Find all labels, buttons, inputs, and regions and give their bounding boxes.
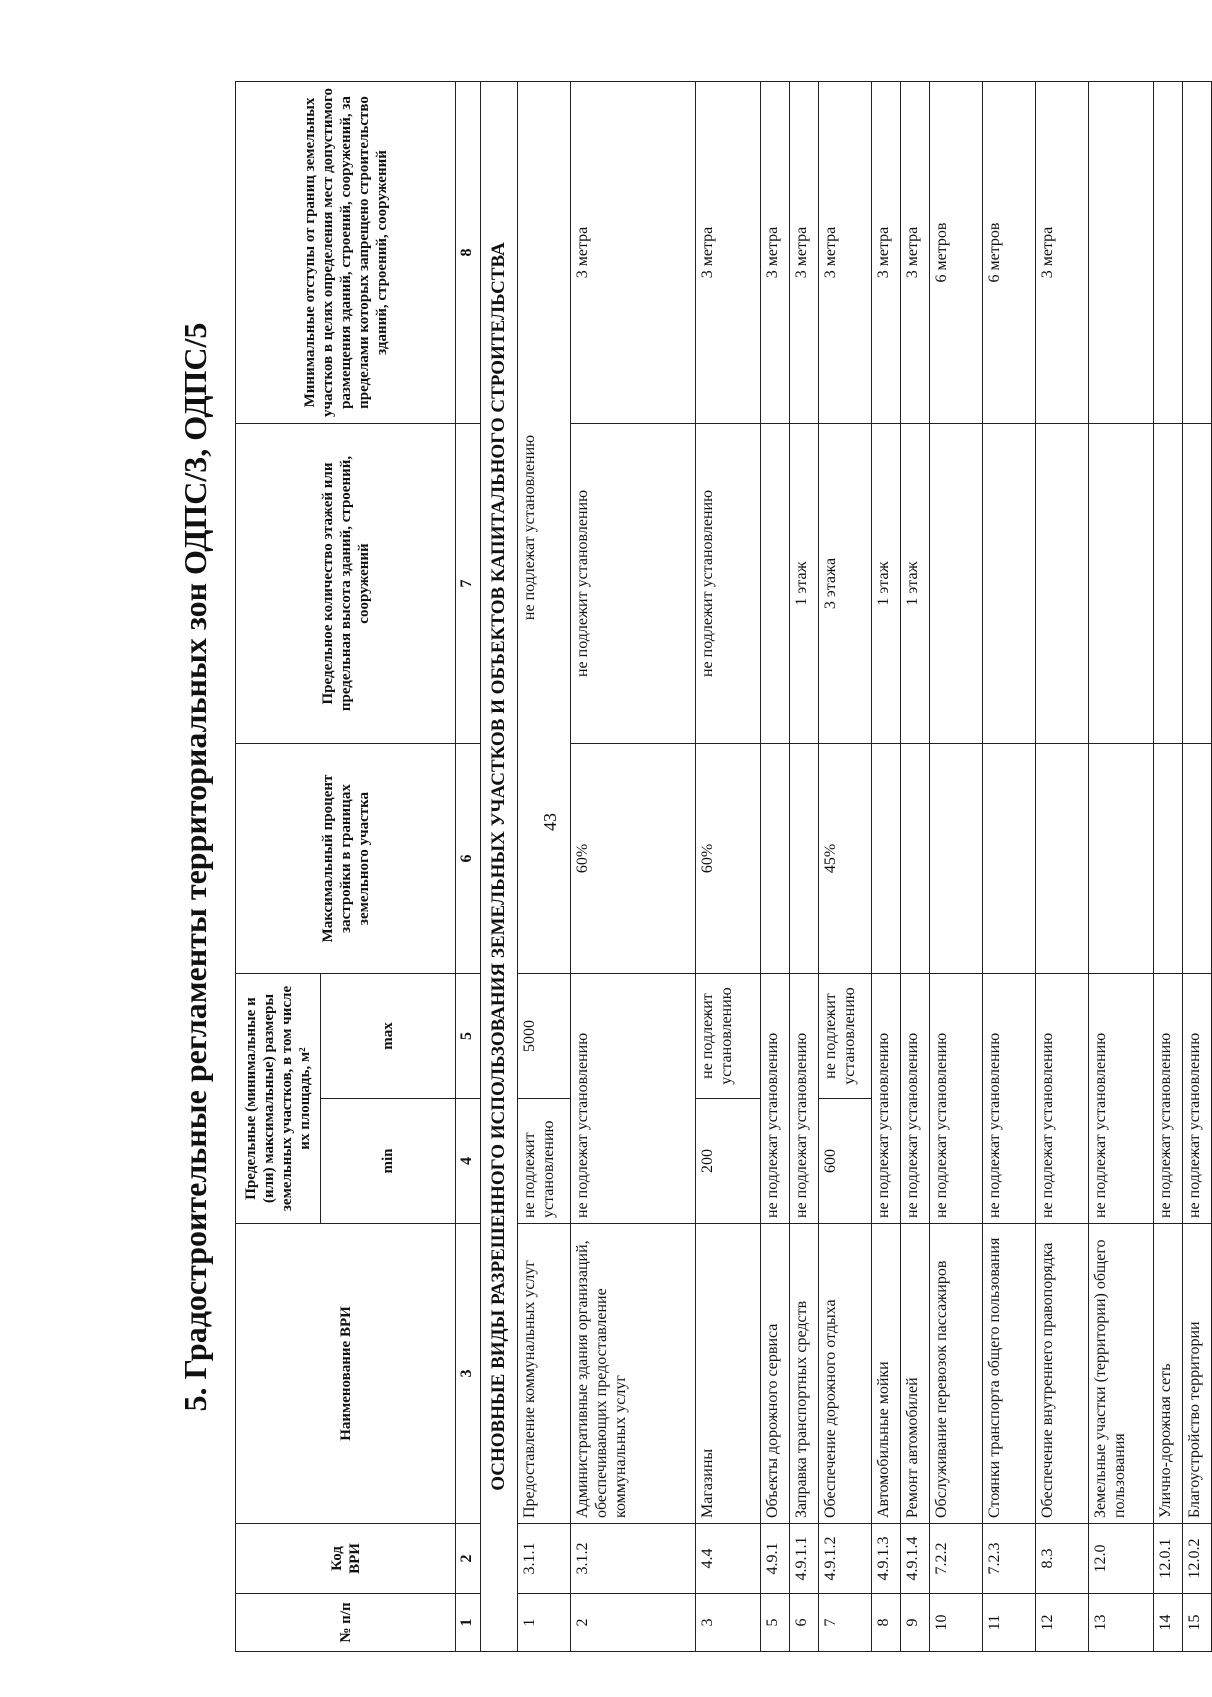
row-percent: [1089, 744, 1154, 974]
row-num: 6: [790, 1594, 819, 1652]
row-floors: 3 этажа: [819, 424, 872, 744]
row-num: 10: [930, 1594, 983, 1652]
row-setback: 3 метра: [790, 82, 819, 424]
row-code: 3.1.1: [518, 1524, 571, 1594]
row-floors: [930, 424, 983, 744]
table-row: [518, 82, 571, 1652]
table-row: [930, 82, 983, 1652]
table-row: [790, 82, 819, 1652]
row-setback: 3 метра: [571, 82, 696, 424]
table-row: [872, 82, 901, 1652]
row-code: 3.1.2: [571, 1524, 696, 1594]
col-number: 7: [456, 424, 481, 744]
table-row: [1183, 82, 1212, 1652]
row-max: 5000: [518, 974, 571, 1099]
row-num: 7: [819, 1594, 872, 1652]
regulations-table-wrapper: [235, 82, 1212, 1652]
header-name: Наименование ВРИ: [236, 1224, 456, 1524]
table-row: [1089, 82, 1154, 1652]
row-name: Предоставление коммунальных услуг: [518, 1224, 571, 1524]
header-percent: Максимальный процент застройки в границах земельного участка: [236, 744, 456, 974]
row-code: 4.9.1.2: [819, 1524, 872, 1594]
row-code: 4.9.1.4: [901, 1524, 930, 1594]
section-row: [481, 82, 518, 1652]
section-title: ОСНОВНЫЕ ВИДЫ РАЗРЕШЕННОГО ИСПОЛЬЗОВАНИЯ ЗЕМЕЛЬНЫХ УЧАСТКОВ И ОБЪЕКТОВ КАПИТАЛЬНОГО СТРОИТЕЛЬСТВА: [481, 82, 518, 1652]
row-min: 200: [696, 1099, 761, 1224]
row-setback: 3 метра: [901, 82, 930, 424]
row-code: 7.2.2: [930, 1524, 983, 1594]
row-num: 5: [761, 1594, 790, 1652]
row-code: 4.9.1: [761, 1524, 790, 1594]
row-code: 12.0.2: [1183, 1524, 1212, 1594]
row-num: 8: [872, 1594, 901, 1652]
col-number: 5: [456, 974, 481, 1099]
document-title: 5. Градостроительные регламенты территориальных зон ОДПС/3, ОДПС/5: [177, 322, 213, 1412]
row-name: Объекты дорожного сервиса: [761, 1224, 790, 1524]
row-min: не подлежит установлению: [518, 1099, 571, 1224]
table-row: [983, 82, 1036, 1652]
row-floors: не подлежит установлению: [696, 424, 761, 744]
row-minmax: не подлежат установлению: [1036, 974, 1089, 1224]
col-number: 1: [456, 1594, 481, 1652]
row-max: не подлежит установлению: [696, 974, 761, 1099]
header-max: max: [321, 974, 456, 1099]
header-floors: Предельное количество этажей или предельная высота зданий, строений, сооружений: [236, 424, 456, 744]
row-floors: 1 этаж: [901, 424, 930, 744]
row-floors: не подлежит установлению: [571, 424, 696, 744]
row-code: 12.0: [1089, 1524, 1154, 1594]
row-percent: 60%: [571, 744, 696, 974]
row-num: 9: [901, 1594, 930, 1652]
row-num: 3: [696, 1594, 761, 1652]
row-percent: [1036, 744, 1089, 974]
row-minmax: не подлежат установлению: [901, 974, 930, 1224]
row-num: 15: [1183, 1594, 1212, 1652]
row-name: Обеспечение дорожного отдыха: [819, 1224, 872, 1524]
table-row: [696, 82, 761, 1652]
row-setback: [1183, 82, 1212, 424]
row-floors: [1183, 424, 1212, 744]
row-minmax: не подлежат установлению: [1154, 974, 1183, 1224]
row-minmax: не подлежат установлению: [571, 974, 696, 1224]
row-name: Стоянки транспорта общего пользования: [983, 1224, 1036, 1524]
row-num: 12: [1036, 1594, 1089, 1652]
row-name: Административные здания организаций, обеспечивающих предоставление коммунальных услуг: [571, 1224, 696, 1524]
row-percent: [901, 744, 930, 974]
row-setback: 3 метра: [819, 82, 872, 424]
row-max: не подлежит установлению: [819, 974, 872, 1099]
row-floors: [1036, 424, 1089, 744]
row-code: 12.0.1: [1154, 1524, 1183, 1594]
row-num: 14: [1154, 1594, 1183, 1652]
row-minmax: не подлежат установлению: [761, 974, 790, 1224]
row-name: Заправка транспортных средств: [790, 1224, 819, 1524]
table-row: [1154, 82, 1183, 1652]
row-name: Автомобильные мойки: [872, 1224, 901, 1524]
header-row: [236, 82, 321, 1652]
row-num: 2: [571, 1594, 696, 1652]
rotated-page-content: [165, 82, 1203, 1652]
col-number: 8: [456, 82, 481, 424]
header-code: Код ВРИ: [236, 1524, 456, 1594]
row-floors: [761, 424, 790, 744]
row-minmax: не подлежат установлению: [790, 974, 819, 1224]
row-percent: [872, 744, 901, 974]
row-floors: [983, 424, 1036, 744]
row-floors: [1089, 424, 1154, 744]
row-minmax: не подлежат установлению: [1089, 974, 1154, 1224]
row-code: 4.9.1.3: [872, 1524, 901, 1594]
row-num: 1: [518, 1594, 571, 1652]
row-min: 600: [819, 1099, 872, 1224]
page-number: 43: [540, 813, 560, 831]
header-size-group: Предельные (минимальные и (или) максимальные) размеры земельных участков, в том числе их площадь, м²: [236, 974, 321, 1224]
table-row: [1036, 82, 1089, 1652]
row-name: Благоустройство территории: [1183, 1224, 1212, 1524]
row-setback: 3 метра: [696, 82, 761, 424]
row-percent: [761, 744, 790, 974]
row-setback: 6 метров: [930, 82, 983, 424]
row-percent: [1154, 744, 1183, 974]
table-row: [761, 82, 790, 1652]
row-minmax: не подлежат установлению: [930, 974, 983, 1224]
col-number: 2: [456, 1524, 481, 1594]
row-name: Ремонт автомобилей: [901, 1224, 930, 1524]
row-setback: 6 метров: [983, 82, 1036, 424]
row-code: 7.2.3: [983, 1524, 1036, 1594]
row-percent: [983, 744, 1036, 974]
row-name: Земельные участки (территории) общего пользования: [1089, 1224, 1154, 1524]
col-number: 6: [456, 744, 481, 974]
row-percent: 45%: [819, 744, 872, 974]
row-minmax: не подлежат установлению: [1183, 974, 1212, 1224]
row-percent: [790, 744, 819, 974]
row-percent: 60%: [696, 744, 761, 974]
row-num: 11: [983, 1594, 1036, 1652]
row-name: Обеспечение внутреннего правопорядка: [1036, 1224, 1089, 1524]
row-minmax: не подлежат установлению: [872, 974, 901, 1224]
row-setback: [1154, 82, 1183, 424]
row-name: Улично-дорожная сеть: [1154, 1224, 1183, 1524]
table-row: [819, 82, 872, 1652]
table-row: [901, 82, 930, 1652]
header-num: № п/п: [236, 1594, 456, 1652]
column-numbers-row: [456, 82, 481, 1652]
row-percent: [930, 744, 983, 974]
table-row: [571, 82, 696, 1652]
col-number: 3: [456, 1224, 481, 1524]
header-setback: Минимальные отступы от границ земельных участков в целях определения мест допустимого размещения зданий, строений, сооружений, за пределами которых запрещено строительство зданий, строений, сооружений: [236, 82, 456, 424]
row-floors: [1154, 424, 1183, 744]
row-percent: [1183, 744, 1212, 974]
row-code: 8.3: [1036, 1524, 1089, 1594]
row-setback: [1089, 82, 1154, 424]
row-setback: 3 метра: [761, 82, 790, 424]
row-floors: 1 этаж: [790, 424, 819, 744]
row-setback: 3 метра: [872, 82, 901, 424]
row-floors: не подлежат установлению: [518, 82, 571, 974]
row-floors: 1 этаж: [872, 424, 901, 744]
row-name: Магазины: [696, 1224, 761, 1524]
row-name: Обслуживание перевозок пассажиров: [930, 1224, 983, 1524]
col-number: 4: [456, 1099, 481, 1224]
row-code: 4.4: [696, 1524, 761, 1594]
regulations-table: [235, 81, 1212, 1652]
row-minmax: не подлежат установлению: [983, 974, 1036, 1224]
row-code: 4.9.1.1: [790, 1524, 819, 1594]
header-min: min: [321, 1099, 456, 1224]
row-num: 13: [1089, 1594, 1154, 1652]
row-setback: 3 метра: [1036, 82, 1089, 424]
